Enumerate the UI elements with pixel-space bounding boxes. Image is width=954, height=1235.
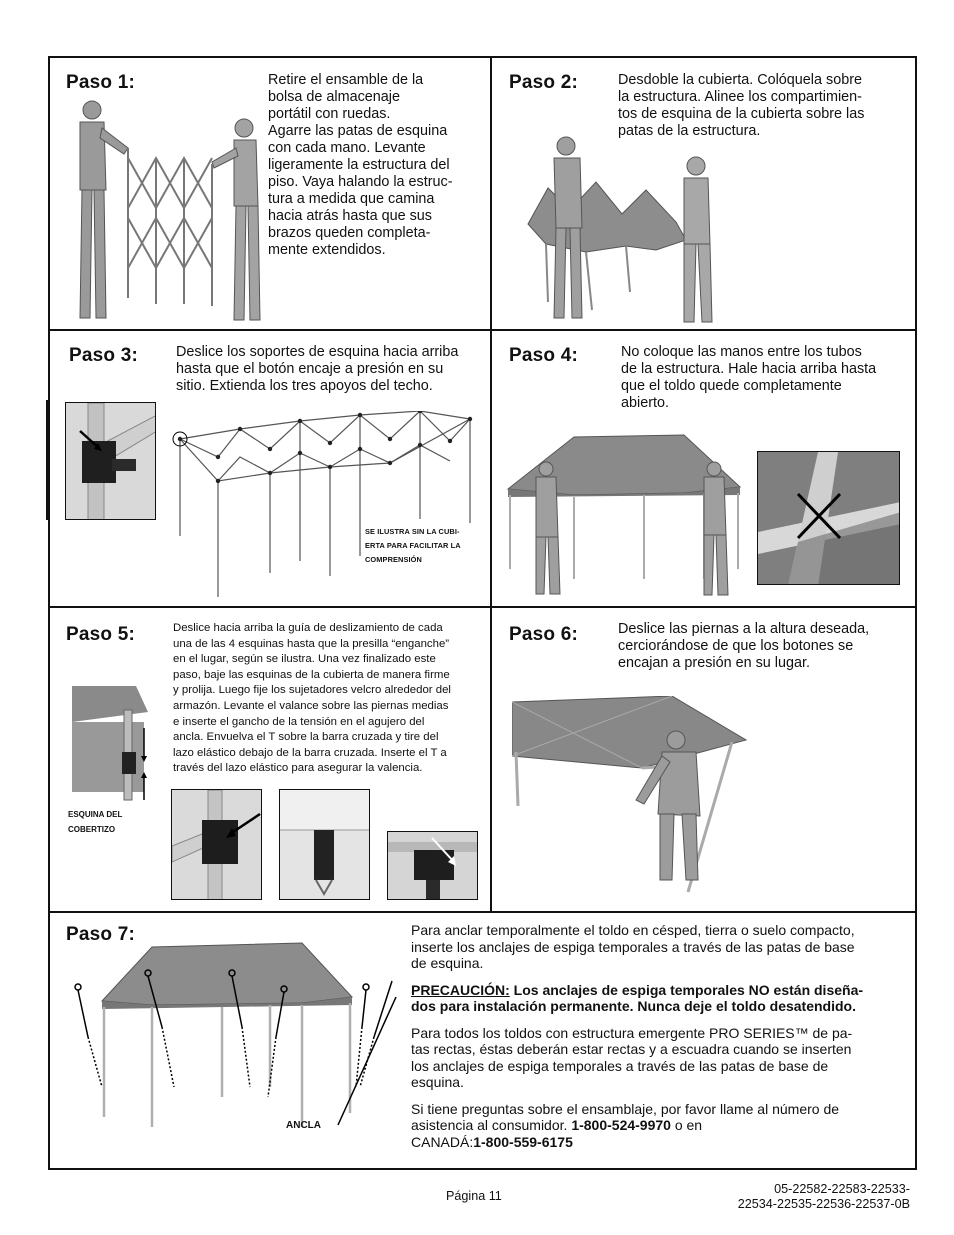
corner-bracket-photo xyxy=(65,402,156,520)
step-6-panel xyxy=(492,608,917,911)
label-line: ESQUINA DEL xyxy=(68,810,123,819)
step-4-text xyxy=(621,344,913,412)
text-line: Si tiene preguntas sobre el ensamblaje, por favor llame al número de xyxy=(411,1100,840,1117)
text-line: inserte los anclajes de espiga temporales a través de las patas de base xyxy=(411,938,855,955)
step-7-panel xyxy=(50,913,915,1168)
page-number: Página 11 xyxy=(446,1189,502,1203)
step-2-text xyxy=(618,72,913,140)
text-line: portátil con ruedas. xyxy=(268,106,391,122)
instruction-grid xyxy=(48,56,917,1170)
canopy-corner-illustration xyxy=(68,682,154,802)
text-line: Deslice las piernas a la altura deseada, xyxy=(618,621,870,637)
step-7-anchor-illustration xyxy=(70,937,400,1147)
text-line: Retire el ensamble de la xyxy=(268,72,424,88)
text-line: con cada mano. Levante xyxy=(268,140,426,156)
warning-hands-photo xyxy=(757,451,900,585)
text-line: Deslice hacia arriba la guía de deslizamiento de cada xyxy=(173,622,443,634)
text-line: paso, baje las esquinas de la cubierta de manera firme xyxy=(173,668,450,681)
step-7-heading: Paso 7: xyxy=(66,924,135,945)
text-line: ligeramente la estructura del xyxy=(268,157,450,173)
caution-label: PRECAUCIÓN: xyxy=(411,981,510,998)
text-line: esquina. xyxy=(411,1074,464,1090)
step-1-heading: Paso 1: xyxy=(66,72,135,93)
step-3-note xyxy=(365,525,485,567)
step-7-paragraph-3 xyxy=(411,1025,911,1091)
text-line: que el toldo quede completamente xyxy=(621,378,842,394)
step-4-illustration xyxy=(504,429,744,599)
text-line: lazo elástico debajo de la barra cruzada. Inserte el T a xyxy=(173,746,447,759)
code-line: 05-22582-22583-22533- xyxy=(774,1182,910,1196)
text-line: bolsa de almacenaje xyxy=(268,89,401,105)
step-3-frame-diagram xyxy=(170,411,490,601)
text-line: hacia atrás hasta que sus xyxy=(268,208,432,224)
note-line: COMPRENSIÓN xyxy=(365,555,422,564)
text-line: mente extendidos. xyxy=(268,242,386,258)
note-line: SE ILUSTRA SIN LA CUBI- xyxy=(365,527,460,536)
text-line: tas rectas, éstas deberán estar rectas y a escuadra cuando se inserten xyxy=(411,1041,852,1057)
canada-label: CANADÁ: xyxy=(411,1133,474,1150)
phone-canada[interactable]: 1-800-559-6175 xyxy=(473,1133,573,1150)
text-line: e inserte el gancho de la tensión en el agujero del xyxy=(173,715,425,728)
text-line: cerciorándose de que los botones se xyxy=(618,638,854,654)
step-2-heading: Paso 2: xyxy=(509,72,578,93)
step-3-panel xyxy=(50,331,490,606)
text-line: abierto. xyxy=(621,395,669,411)
text-line: No coloque las manos entre los tubos xyxy=(621,344,862,360)
step-2-illustration xyxy=(526,132,726,327)
anchor-label: ANCLA xyxy=(286,1120,321,1131)
corner-label xyxy=(68,807,122,837)
text-line: brazos queden completa- xyxy=(268,225,431,241)
step-7-paragraph-1 xyxy=(411,922,911,972)
step-2-panel xyxy=(492,58,917,329)
text-line: Para todos los toldos con estructura emergente PRO SERIES™ de pa- xyxy=(411,1024,853,1041)
text-line: asistencia al consumidor. xyxy=(411,1117,572,1133)
step-6-heading: Paso 6: xyxy=(509,624,578,645)
step-7-contact xyxy=(411,1101,911,1151)
margin-mark xyxy=(46,400,48,520)
note-line: ERTA PARA FACILITAR LA xyxy=(365,541,461,550)
text-line: piso. Vaya halando la estruc- xyxy=(268,174,453,190)
tension-hook-photo xyxy=(387,831,478,900)
text-line: Para anclar temporalmente el toldo en césped, tierra o suelo compacto, xyxy=(411,922,855,938)
text-line: Los anclajes de espiga temporales NO están diseña- xyxy=(509,981,864,998)
step-6-illustration xyxy=(512,696,752,908)
text-line: hasta que el botón encaje a presión en su xyxy=(176,361,444,377)
text-line: en el lugar, según se ilustra. Una vez finalizado este xyxy=(173,653,436,666)
text-line: tos de esquina de la cubierta sobre las xyxy=(618,106,865,122)
step-4-panel xyxy=(492,331,917,606)
step-5-text xyxy=(173,621,487,777)
velcro-strap-photo xyxy=(279,789,370,900)
text-line: Desdoble la cubierta. Colóquela sobre xyxy=(618,72,862,88)
text-line: Agarre las patas de esquina xyxy=(268,123,448,139)
step-7-text xyxy=(411,922,911,1160)
step-7-caution xyxy=(411,982,911,1015)
step-1-text xyxy=(268,72,483,259)
text-line: encajan a presión en su lugar. xyxy=(618,655,811,671)
step-5-panel xyxy=(50,608,490,911)
step-1-panel xyxy=(50,58,490,329)
phone-us[interactable]: 1-800-524-9970 xyxy=(571,1117,671,1133)
text-line: de la estructura. Hale hacia arriba hasta xyxy=(621,361,877,377)
text-line: ancla. Envuelva el T sobre la barra cruzada y tire del xyxy=(173,731,439,744)
step-1-illustration xyxy=(72,98,272,328)
text-line: y prolija. Luego fije los sujetadores velcro alrededor del xyxy=(173,684,451,697)
step-3-heading: Paso 3: xyxy=(69,345,138,366)
text-line: tura a medida que camina xyxy=(268,191,435,207)
text-line: de esquina. xyxy=(411,955,484,971)
step-3-text xyxy=(176,344,488,395)
text-line: o en xyxy=(670,1117,703,1133)
text-line: patas de la estructura. xyxy=(618,123,761,139)
text-line: la estructura. Alinee los compartimien- xyxy=(618,89,862,105)
code-line: 22534-22535-22536-22537-0B xyxy=(737,1197,910,1211)
text-line: través del lazo elástico para asegurar la valencia. xyxy=(173,762,423,775)
slide-guide-photo xyxy=(171,789,262,900)
text-line: sitio. Extienda los tres apoyos del techo. xyxy=(176,378,433,394)
text-line: una de las 4 esquinas hasta que la presilla “enganche” xyxy=(173,637,450,650)
document-code xyxy=(700,1182,910,1212)
text-line: Deslice los soportes de esquina hacia arriba xyxy=(176,344,459,360)
label-line: COBERTIZO xyxy=(68,825,116,834)
step-4-heading: Paso 4: xyxy=(509,345,578,366)
text-line: dos para instalación permanente. Nunca deje el toldo desatendido. xyxy=(411,998,856,1014)
step-6-text xyxy=(618,621,913,672)
text-line: armazón. Levante el valance sobre las piernas medias xyxy=(173,699,449,712)
text-line: los anclajes de espiga temporales a través de las patas de base de xyxy=(411,1057,829,1074)
step-5-heading: Paso 5: xyxy=(66,624,135,645)
